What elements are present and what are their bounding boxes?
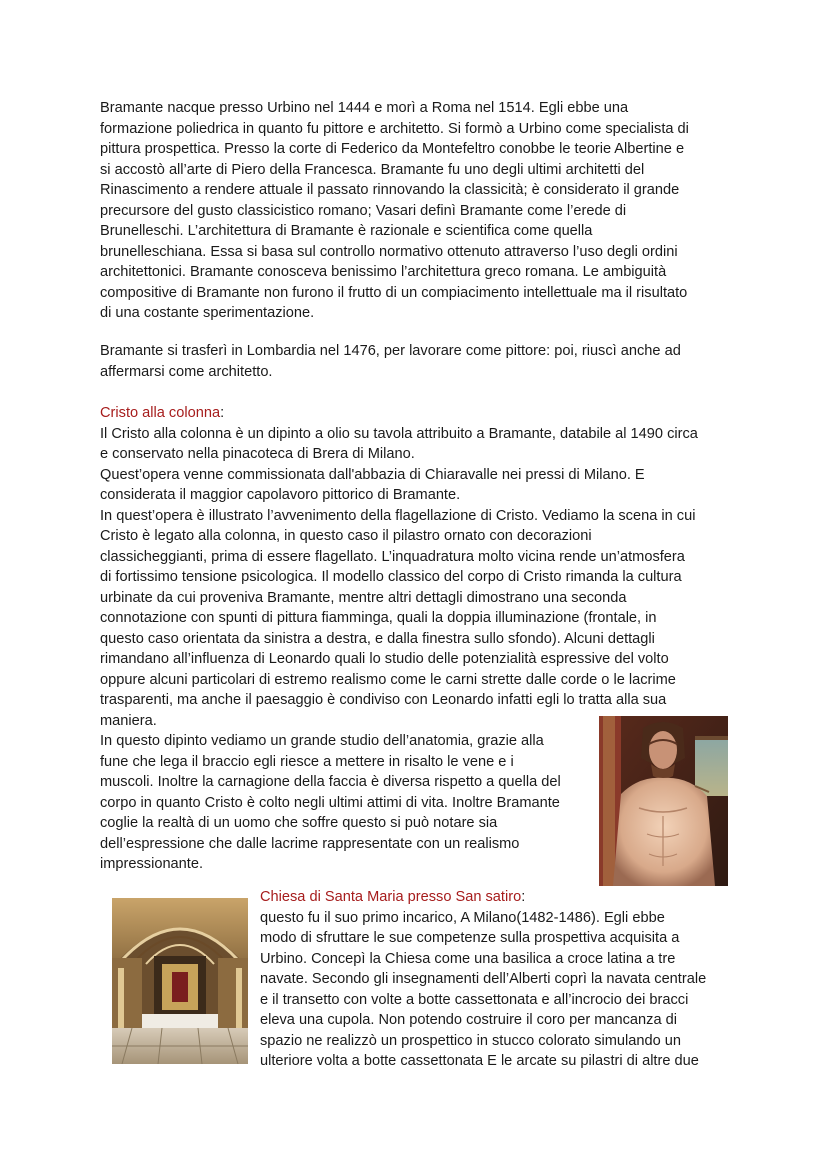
text-line: Cristo è legato alla colonna, in questo caso il pilastro ornato con decorazioni (100, 528, 592, 544)
text-line: precursore del gusto classicistico romano; Vasari definì Bramante come l’erede di (100, 202, 627, 219)
text-line: classicheggianti, prima di essere flagellato. L’inquadratura molto vicina rende un’atmosfera (100, 548, 685, 565)
text-line: In questo dipinto vediamo un grande studio dell’anatomia, grazie alla (100, 733, 544, 749)
text-line: e conservato nella pinacoteca di Brera di Milano. (100, 446, 415, 462)
text-line: ulteriore volta a botte cassettonata E le arcate su pilastri di altre due (260, 1053, 699, 1069)
cristo-alla-colonna-image (599, 716, 728, 886)
text-line: connotazione con spunti di pittura fiamminga, quali la doppia illuminazione (frontale, in (100, 610, 657, 626)
text-line: formazione poliedrica in quanto fu pittore e architetto. Si formò a Urbino come specialista di (100, 120, 689, 137)
text-line: trasparenti, ma anche il paesaggio è condiviso con Leonardo infatti egli lo tratta alla sua (100, 692, 667, 708)
text-line: Bramante si trasferì in Lombardia nel 1476, per lavorare come pittore: poi, riuscì anche ad (100, 343, 681, 359)
text-line: Bramante nacque presso Urbino nel 1444 e morì a Roma nel 1514. Egli ebbe una (100, 100, 629, 116)
text-line: Brunelleschi. L’architettura di Bramante è razionale e scientifica come quella (100, 223, 593, 239)
text-line: corpo in quanto Cristo è colto negli ultimi attimi di vita. Inoltre Bramante (100, 794, 560, 811)
text-line: dell’espressione che dalle lacrime rappresentate con un realismo (100, 835, 520, 852)
heading-text: Cristo alla colonna (100, 405, 221, 421)
text-line: si accostò all’arte di Piero della Francesca. Bramante fu uno degli ultimi architetti del (100, 161, 645, 178)
text-line: Rinascimento a rendere attuale il passato rinnovando la classicità; è considerato il grande (100, 182, 680, 198)
heading-colon: : (220, 405, 225, 421)
text-line: Urbino. Concepì la Chiesa come una basilica a croce latina a tre (260, 950, 676, 967)
text-line: compositive di Bramante non furono il frutto di un compiacimento intellettuale ma il risultato (100, 284, 688, 301)
intro-paragraph (100, 98, 689, 324)
chiesa-section (260, 887, 706, 1072)
text-line: oppure alcuni particolari di estremo realismo come le carni strette dalle corde o le lacrime (100, 671, 676, 688)
heading-colon: : (521, 889, 526, 905)
text-line: e il transetto con volte a botte cassettonata e all’incrocio dei bracci (260, 991, 689, 1008)
text-line: pittura prospettica. Presso la corte di Federico da Montefeltro conobbe le teorie Albertine e (100, 141, 685, 157)
text-line: architettonici. Bramante conosceva benissimo l’architettura greco romana. Le ambiguità (100, 264, 667, 280)
text-line: spazio ne realizzò un prospettico in stucco colorato simulando un (260, 1032, 682, 1049)
text-line: urbinate da cui proveniva Bramante, mentre altri dettagli dimostrano una seconda (100, 589, 627, 606)
chiesa-santa-maria-image (112, 898, 248, 1064)
text-line: eleva una cupola. Non potendo costruire il coro per mancanza di (260, 1012, 677, 1028)
text-line: questo caso orientata da sinistra a destra, e dalla finestra sullo sfondo). Alcuni dettagli (100, 630, 655, 647)
text-line: impressionante. (100, 856, 204, 872)
text-line: Quest’opera venne commissionata dall'abbazia di Chiaravalle nei pressi di Milano. E (100, 466, 645, 483)
text-line: coglie la realtà di un uomo che soffre questo si può notare sia (100, 815, 498, 831)
text-line: muscoli. Inoltre la carnagione della faccia è diversa rispetto a quella del (100, 774, 561, 790)
text-line: rimandano all’influenza di Leonardo quali lo studio delle potenzialità espressive del volto (100, 651, 669, 667)
text-line: brunelleschiana. Essa si basa sul controllo normativo ottenuto attraverso l’uso degli ordini (100, 243, 678, 260)
text-line: modo di sfruttare le sue competenze sulla prospettiva acquisita a (260, 930, 680, 946)
text-line: navate. Secondo gli insegnamenti dell’Alberti coprì la navata centrale (260, 971, 707, 987)
text-line: In quest’opera è illustrato l’avvenimento della flagellazione di Cristo. Vediamo la scena in cui (100, 507, 696, 524)
heading-text: Chiesa di Santa Maria presso San satiro (260, 889, 522, 905)
text-line: di fortissimo tensione psicologica. Il modello classico del corpo di Cristo rimanda la cultura (100, 569, 682, 585)
text-line: Il Cristo alla colonna è un dipinto a olio su tavola attribuito a Bramante, databile al 1490 circa (100, 425, 698, 442)
text-line: affermarsi come architetto. (100, 363, 273, 380)
text-line: fune che lega il braccio egli riesce a mettere in risalto le vene e i (100, 753, 514, 770)
text-line: maniera. (100, 712, 157, 729)
section-heading (260, 887, 706, 908)
text-line: di una costante sperimentazione. (100, 305, 315, 321)
text-line: considerata il maggior capolavoro pittorico di Bramante. (100, 487, 461, 503)
lombardia-paragraph (100, 341, 681, 382)
section-heading (100, 403, 698, 424)
text-line: questo fu il suo primo incarico, A Milano(1482-1486). Egli ebbe (260, 909, 665, 926)
